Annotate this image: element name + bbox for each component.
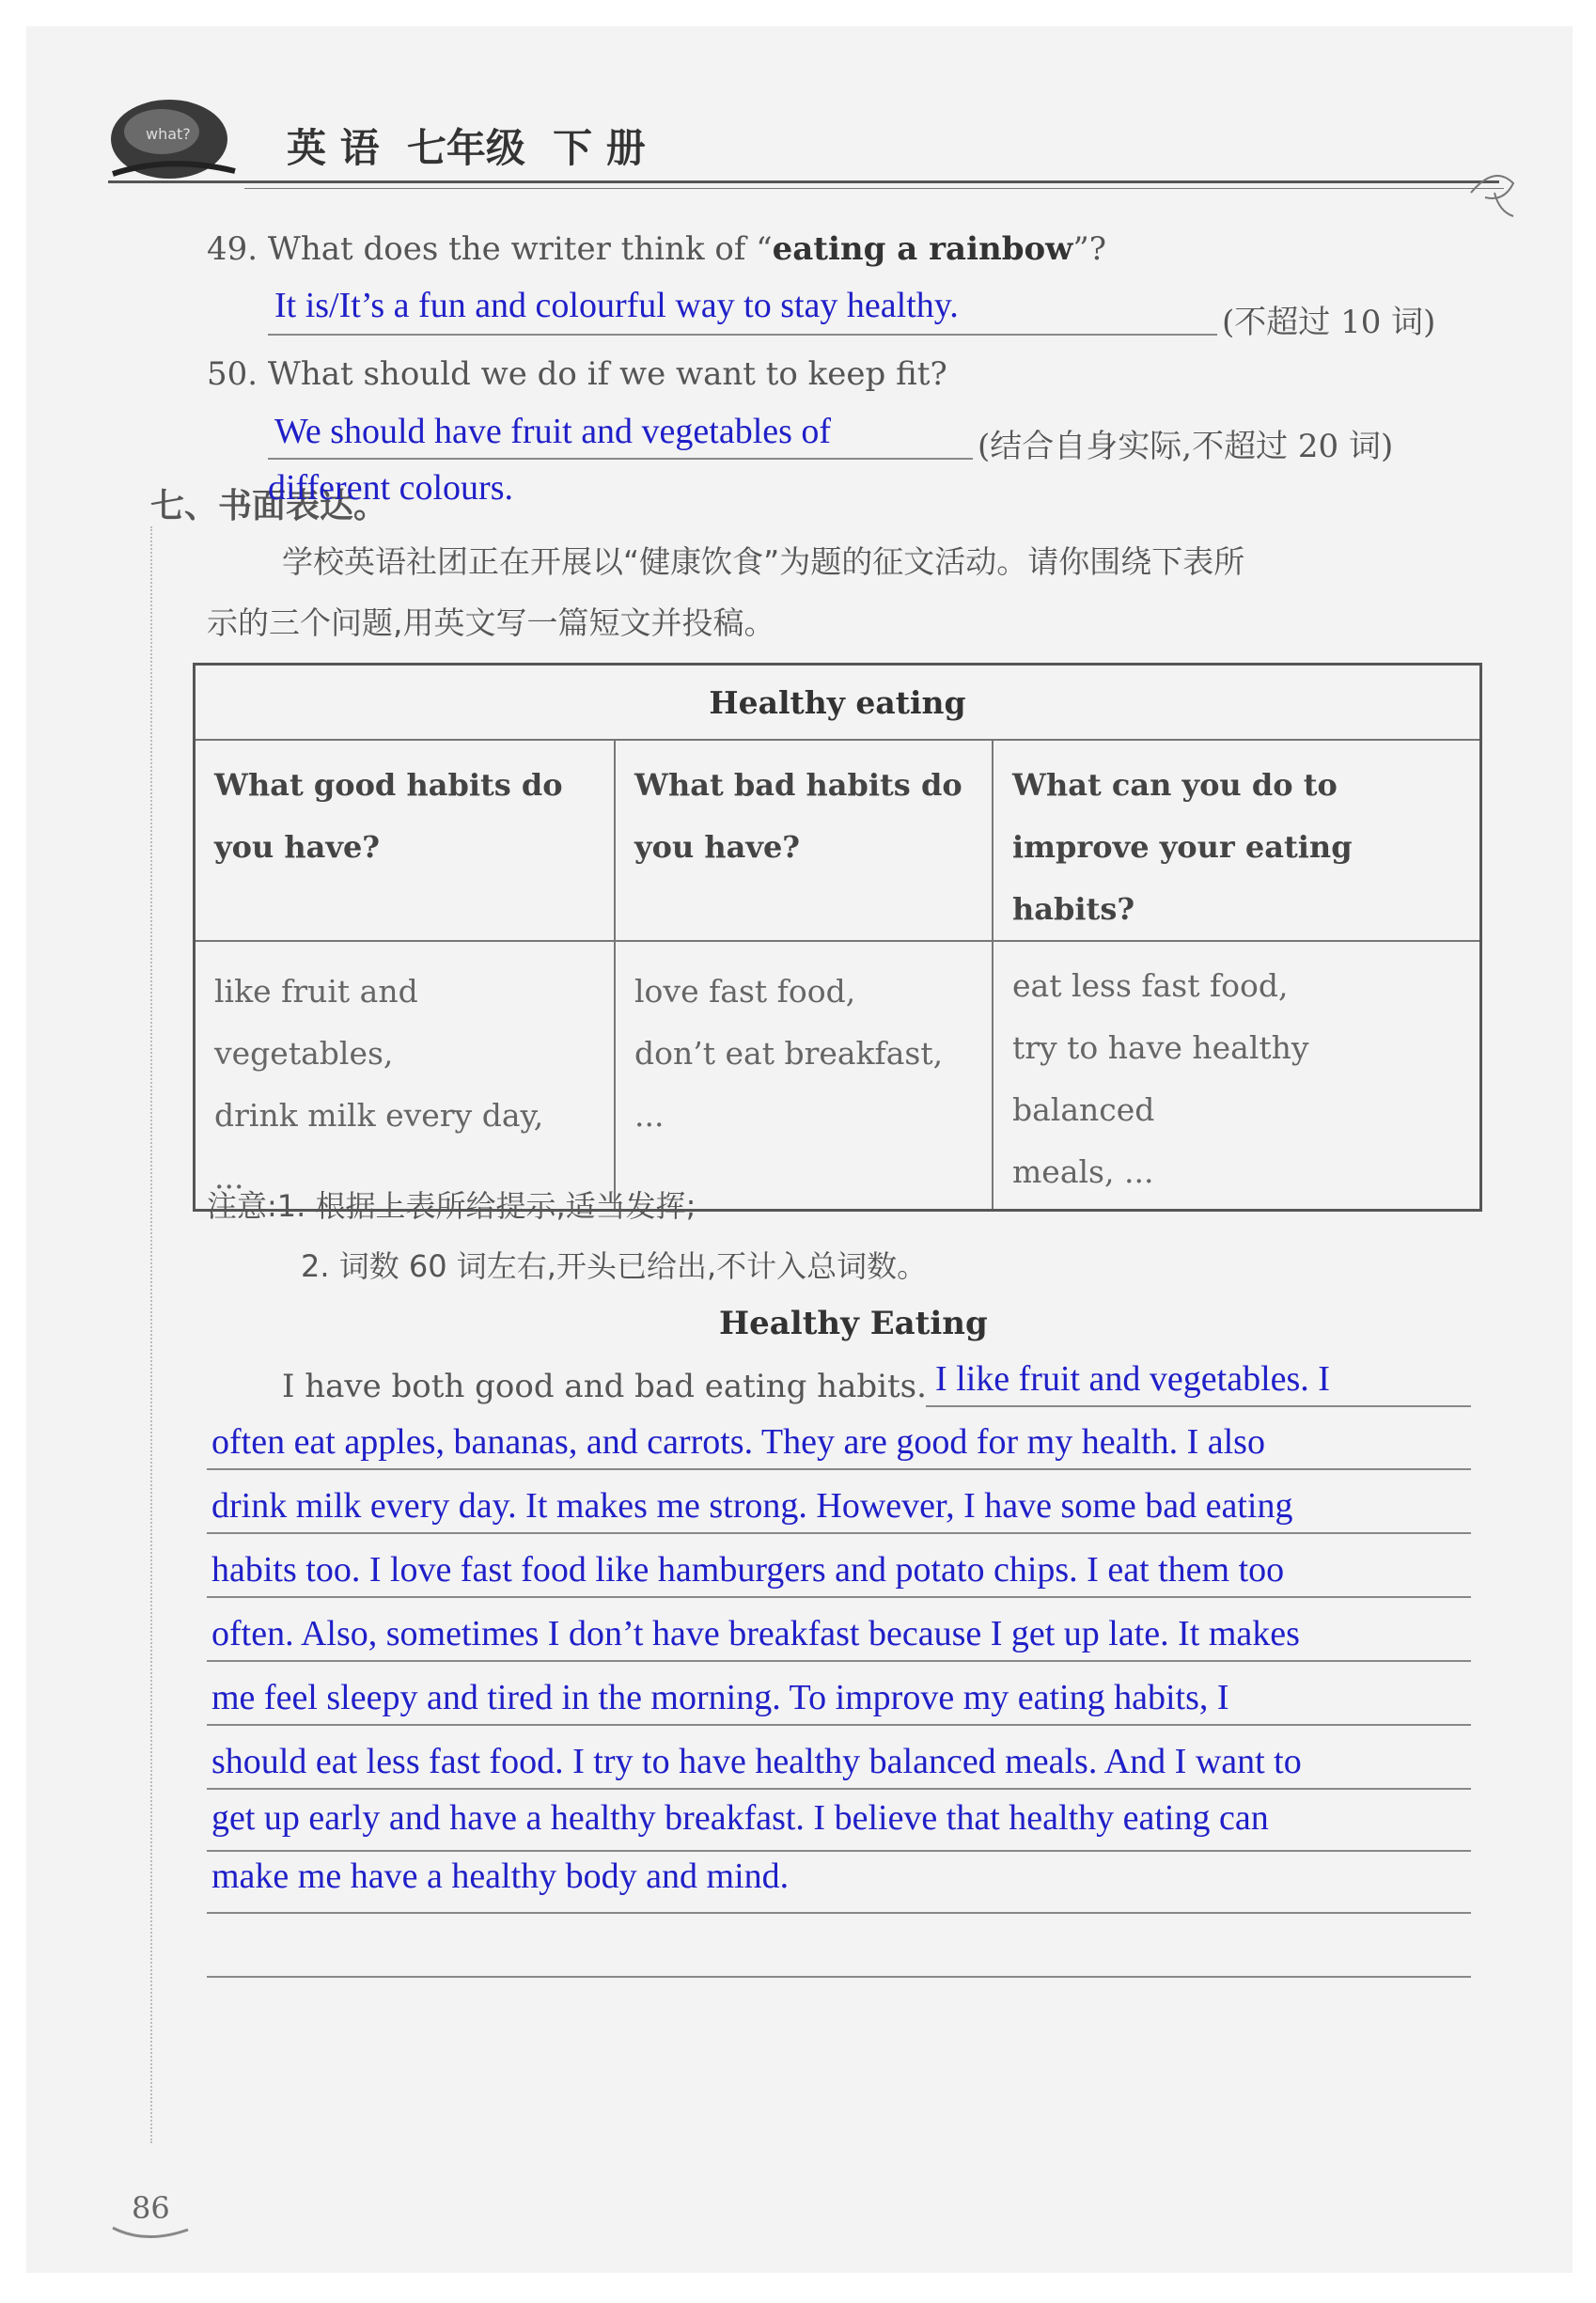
answer-49: It is/It’s a fun and colourful way to stay healthy.	[274, 286, 959, 325]
cell-items	[634, 942, 973, 1147]
list-item: try to have healthy balanced	[1012, 1029, 1309, 1128]
question-text: What does the writer think of “	[267, 230, 773, 268]
header-rule	[108, 180, 1499, 183]
section-heading: 七、书面表达。	[150, 487, 388, 525]
table-cell-bad	[615, 941, 993, 1211]
list-item: ...	[214, 1159, 244, 1196]
question-number: 50.	[207, 355, 258, 393]
list-item: eat less fast food,	[1012, 967, 1289, 1004]
page-number-swoosh-icon	[108, 2218, 193, 2247]
essay-line: get up early and have a healthy breakfast. I believe that healthy eating can	[211, 1798, 1269, 1838]
answer-50-line2: different colours.	[268, 468, 513, 508]
header-title: 英 语 七年级 下 册	[287, 125, 646, 171]
essay-opening: I have both good and bad eating habits.	[282, 1368, 927, 1405]
table-header-cell	[195, 740, 616, 941]
instruction-line-2: 示的三个问题,用英文写一篇短文并投稿。	[207, 604, 775, 641]
table-title: Healthy eating	[195, 665, 1481, 741]
writing-line	[207, 1912, 1471, 1914]
question-text: What should we do if we want to keep fit?	[267, 355, 947, 393]
word-limit-note-49: (不超过 10 词)	[1222, 304, 1436, 341]
table-cell-good	[195, 941, 616, 1211]
list-item: meals, ...	[1012, 1153, 1154, 1190]
note-line-2: 2. 词数 60 词左右,开头已给出,不计入总词数。	[301, 1248, 928, 1284]
essay-line: habits too. I love fast food like hamburgers and potato chips. I eat them too	[211, 1550, 1285, 1590]
page-number: 86	[132, 2190, 170, 2226]
binding-margin-line	[150, 526, 152, 2143]
essay-title: Healthy Eating	[719, 1305, 988, 1342]
list-item: love fast food,	[634, 973, 856, 1010]
answer-line-49	[268, 334, 1217, 336]
writing-line	[207, 1596, 1471, 1598]
answer-line-50	[268, 458, 973, 460]
svg-text:what?: what?	[146, 125, 191, 143]
column-header-improve: What can you do to improve your eating habits?	[1012, 767, 1353, 927]
question-number: 49.	[207, 230, 258, 268]
writing-line	[207, 1660, 1471, 1662]
question-50	[207, 355, 947, 393]
essay-line: make me have a healthy body and mind.	[211, 1856, 790, 1896]
writing-line	[926, 1405, 1471, 1407]
essay-line: should eat less fast food. I try to have healthy balanced meals. And I want to	[211, 1742, 1302, 1781]
answer-50-line1: We should have fruit and vegetables of	[274, 412, 832, 451]
column-header-good-habits: What good habits do you have?	[214, 767, 563, 865]
list-item: ...	[634, 1097, 665, 1134]
essay-line: I like fruit and vegetables. I	[935, 1359, 1330, 1399]
writing-line	[207, 1468, 1471, 1470]
writing-line	[207, 1724, 1471, 1726]
writing-line	[207, 1788, 1471, 1790]
essay-line: drink milk every day. It makes me strong. However, I have some bad eating	[211, 1486, 1293, 1526]
essay-line: me feel sleepy and tired in the morning. To improve my eating habits, I	[211, 1678, 1229, 1717]
essay-line: often eat apples, bananas, and carrots. They are good for my health. I also	[211, 1422, 1265, 1462]
cell-items	[214, 942, 595, 1209]
column-header-bad-habits: What bad habits do you have?	[634, 767, 962, 865]
healthy-eating-table	[193, 663, 1482, 1212]
question-suffix: ”?	[1072, 230, 1107, 268]
list-item: like fruit and vegetables,	[214, 973, 418, 1072]
list-item: don’t eat breakfast,	[634, 1035, 944, 1072]
essay-line: often. Also, sometimes I don’t have breakfast because I get up late. It makes	[211, 1614, 1300, 1653]
writing-line	[207, 1532, 1471, 1534]
question-bold-phrase: eating a rainbow	[772, 230, 1073, 268]
note-line-1: 注意:1. 根据上表所给提示,适当发挥;	[207, 1188, 696, 1224]
word-limit-note-50: (结合自身实际,不超过 20 词)	[978, 428, 1394, 465]
table-header-cell	[615, 740, 993, 941]
header-rule-thin	[244, 188, 1504, 189]
cell-items	[1012, 942, 1461, 1203]
writing-line	[207, 1976, 1471, 1978]
writing-line	[207, 1850, 1471, 1852]
leaf-ornament-icon	[1466, 155, 1523, 221]
question-49	[207, 230, 1106, 268]
book-logo-icon	[103, 85, 244, 188]
list-item: drink milk every day,	[214, 1097, 544, 1134]
table-cell-improve	[993, 941, 1481, 1211]
table-header-cell	[993, 740, 1481, 941]
instruction-line-1: 学校英语社团正在开展以“健康饮食”为题的征文活动。请你围绕下表所	[282, 543, 1245, 580]
